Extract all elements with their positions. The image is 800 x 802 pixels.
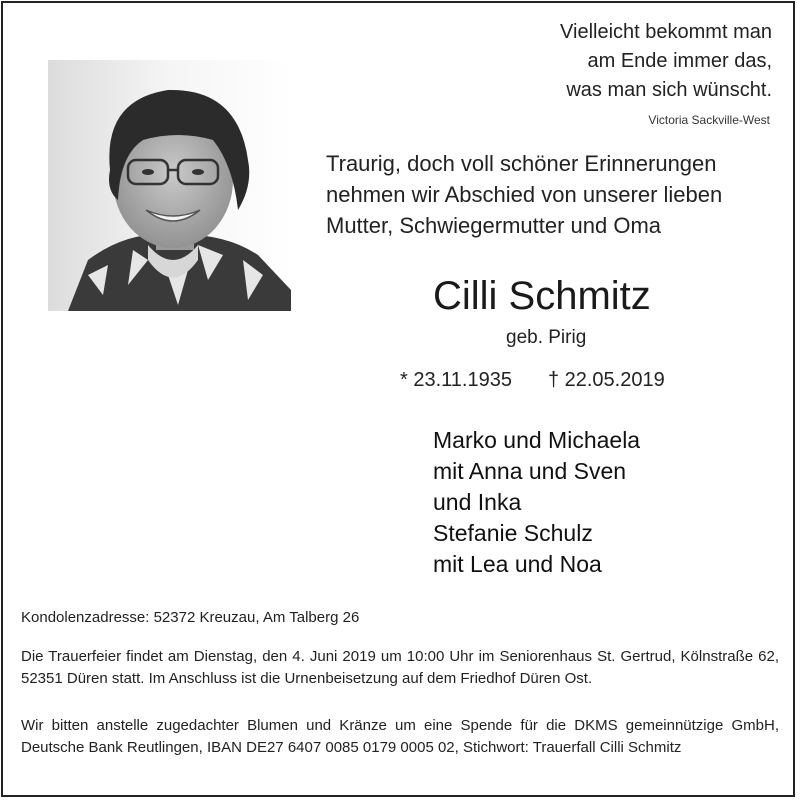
intro-line: Traurig, doch voll schöner Erinnerungen — [326, 151, 717, 176]
life-dates — [400, 369, 665, 392]
condolence-address: Kondolenzadresse: 52372 Kreuzau, Am Talberg 26 — [21, 609, 360, 626]
quote-author: Victoria Sackville-West — [648, 113, 770, 127]
quote — [560, 18, 772, 105]
death-date: † 22.05.2019 — [547, 369, 665, 391]
donation-notice: Wir bitten anstelle zugedachter Blumen und Kränze um eine Spende für die DKMS gemeinnützige GmbH, Deutsche Bank Reutlingen, IBAN DE27 6407 0085 0179 0005 02, Stichwort: Trauerfall Cilli Schmitz — [21, 717, 779, 756]
intro-line: Mutter, Schwiegermutter und Oma — [326, 213, 662, 238]
deceased-name: Cilli Schmitz — [433, 274, 651, 318]
maiden-name: geb. Pirig — [506, 327, 587, 348]
family-line: Stefanie Schulz — [433, 520, 593, 546]
family-line: mit Anna und Sven — [433, 458, 627, 484]
quote-line: Vielleicht bekommt man — [560, 21, 772, 43]
portrait-photo — [48, 60, 291, 311]
intro-text — [326, 148, 786, 241]
quote-line: am Ende immer das, — [587, 50, 772, 72]
birth-date: * 23.11.1935 — [400, 369, 512, 391]
ceremony-notice: Die Trauerfeier findet am Dienstag, den 4. Juni 2019 um 10:00 Uhr im Seniorenhaus St. Gertrud, Kölnstraße 62, 52351 Düren statt. Im Anschluss ist die Urnenbeisetzung auf dem Friedhof Düren Ost. — [21, 648, 779, 687]
family-line: Marko und Michaela — [433, 427, 641, 453]
family-line: und Inka — [433, 489, 522, 515]
quote-line: was man sich wünscht. — [566, 79, 772, 101]
family-list — [433, 425, 640, 580]
intro-line: nehmen wir Abschied von unserer lieben — [326, 182, 723, 207]
family-line: mit Lea und Noa — [433, 551, 602, 577]
